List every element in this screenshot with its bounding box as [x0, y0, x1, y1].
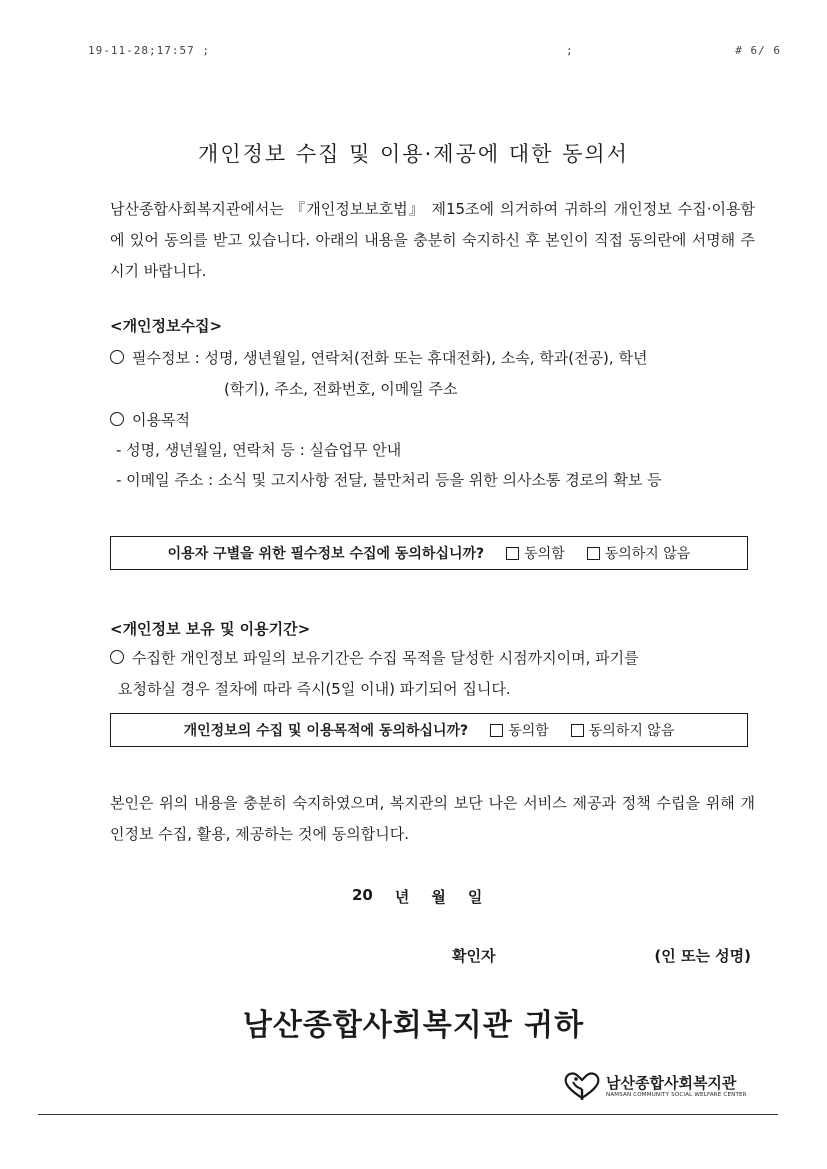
logo-name-korean: 남산종합사회복지관 [606, 1074, 737, 1092]
retention-line [110, 643, 755, 674]
date-day-label: 일 [467, 888, 483, 906]
fax-header [88, 44, 781, 60]
retention-disagree-option[interactable] [571, 720, 675, 740]
organization-logo [562, 1068, 762, 1104]
retention-agree-option[interactable] [490, 720, 549, 740]
purpose-item: - 이메일 주소 : 소식 및 고지사항 전달, 불만처리 등을 위한 의사소통 경로의 확보 등 [116, 471, 662, 489]
consent-statement: 본인은 위의 내용을 충분히 숙지하였으며, 복지관의 보단 나은 서비스 제공과 정책 수립을 위해 개인정보 수집, 활용, 제공하는 것에 동의합니다. [110, 794, 755, 843]
fax-page-number: # 6/ 6 [735, 44, 781, 57]
retention-agree-checkbox[interactable] [490, 724, 503, 737]
circle-bullet-icon [110, 412, 124, 426]
purpose-heading: 이용목적 [132, 411, 190, 429]
collection-disagree-label: 동의하지 않음 [604, 546, 691, 562]
date-line [352, 886, 482, 907]
logo-name-english: NAMSAN COMMUNITY SOCIAL WELFARE CENTER [606, 1092, 747, 1098]
signature-label: (인 또는 성명) [654, 947, 751, 965]
purpose-item: - 성명, 생년월일, 연락처 등 : 실습업무 안내 [116, 441, 402, 459]
required-info-line [110, 343, 755, 374]
retention-disagree-label: 동의하지 않음 [588, 723, 675, 739]
collection-consent-question: 이용자 구별을 위한 필수정보 수집에 동의하십니까? [167, 546, 485, 562]
collection-heading: <개인정보수집> [110, 317, 223, 335]
collection-disagree-checkbox[interactable] [587, 547, 600, 560]
retention-consent-question: 개인정보의 수집 및 이용목적에 동의하십니까? [183, 723, 469, 739]
collection-agree-checkbox[interactable] [506, 547, 519, 560]
date-year-label: 년 [394, 888, 410, 906]
fax-timestamp: 19-11-28;17:57 ; [88, 44, 210, 57]
circle-bullet-icon [110, 350, 124, 364]
heart-hands-logo-icon [562, 1070, 602, 1102]
fax-separator: ; [566, 44, 574, 57]
footer-divider [38, 1114, 778, 1115]
retention-agree-label: 동의함 [508, 723, 549, 739]
required-info-continuation: (학기), 주소, 전화번호, 이메일 주소 [224, 380, 458, 398]
required-info-text: 필수정보 : 성명, 생년월일, 연락처(전화 또는 휴대전화), 소속, 학과(전공), 학년 [132, 349, 648, 367]
confirmer-label: 확인자 [452, 947, 496, 965]
document-title: 개인정보 수집 및 이용·제공에 대한 동의서 [198, 142, 629, 166]
purpose-heading-row [110, 405, 755, 436]
collection-agree-label: 동의함 [524, 546, 565, 562]
retention-heading: <개인정보 보유 및 이용기간> [110, 620, 311, 638]
collection-consent-box [110, 536, 748, 570]
circle-bullet-icon [110, 650, 124, 664]
addressee: 남산종합사회복지관 귀하 [242, 1008, 585, 1043]
retention-text: 수집한 개인정보 파일의 보유기간은 수집 목적을 달성한 시점까지이며, 파기를 [132, 649, 639, 667]
collection-agree-option[interactable] [506, 543, 565, 563]
date-year-prefix: 20 [352, 886, 373, 904]
collection-disagree-option[interactable] [587, 543, 691, 563]
intro-paragraph: 남산종합사회복지관에서는 『개인정보보호법』 제15조에 의거하여 귀하의 개인정보 수집·이용함에 있어 동의를 받고 있습니다. 아래의 내용을 충분히 숙지하신 후 본인이 직접 동의란에 서명해 주시기 바랍니다. [110, 200, 755, 280]
retention-disagree-checkbox[interactable] [571, 724, 584, 737]
date-month-label: 월 [431, 888, 446, 906]
retention-consent-box [110, 713, 748, 747]
retention-continuation: 요청하실 경우 절차에 따라 즉시(5일 이내) 파기되어 집니다. [118, 680, 511, 698]
